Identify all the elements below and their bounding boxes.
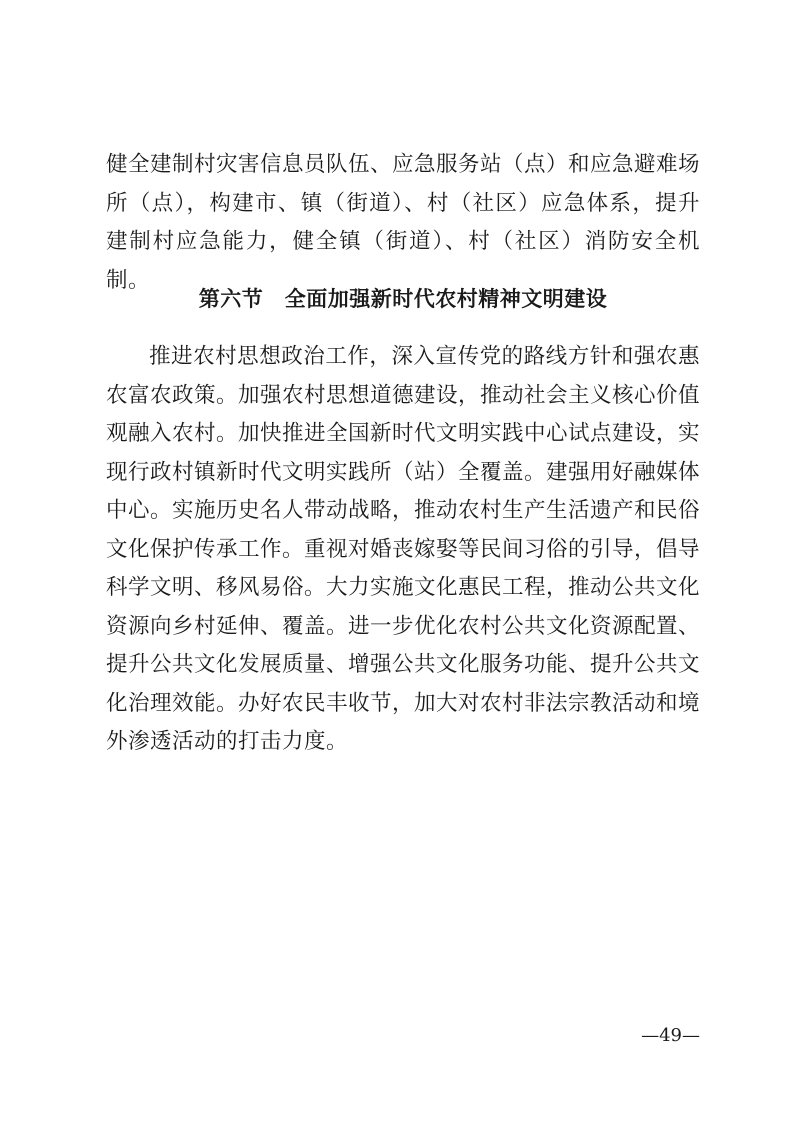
section-heading: 第六节 全面加强新时代农村精神文明建设 <box>198 287 608 311</box>
body-paragraph: 推进农村思想政治工作，深入宣传党的路线方针和强农惠农富农政策。加强农村思想道德建设，推动社会主义核心价值观融入农村。加快推进全国新时代文明实践中心试点建设，实现行政村镇新时代文明实践所（站）全覆盖。建强用好融媒体中心。实施历史名人带动战略，推动农村生产生活遗产和民俗文化保护传承工作。重视对婚丧嫁娶等民间习俗的引导，倡导科学文明、移风易俗。大力实施文化惠民工程，推动公共文化资源向乡村延伸、覆盖。进一步优化农村公共文化资源配置、提升公共文化发展质量、增强公共文化服务功能、提升公共文化治理效能。办好农民丰收节，加大对农村非法宗教活动和境外渗透活动的打击力度。 <box>106 344 701 754</box>
body-paragraph: 健全建制村灾害信息员队伍、应急服务站（点）和应急避难场所（点），构建市、镇（街道）、村（社区）应急体系，提升建制村应急能力，健全镇（街道）、村（社区）消防安全机制。 <box>106 152 701 293</box>
page-number: —49— <box>641 1025 700 1046</box>
